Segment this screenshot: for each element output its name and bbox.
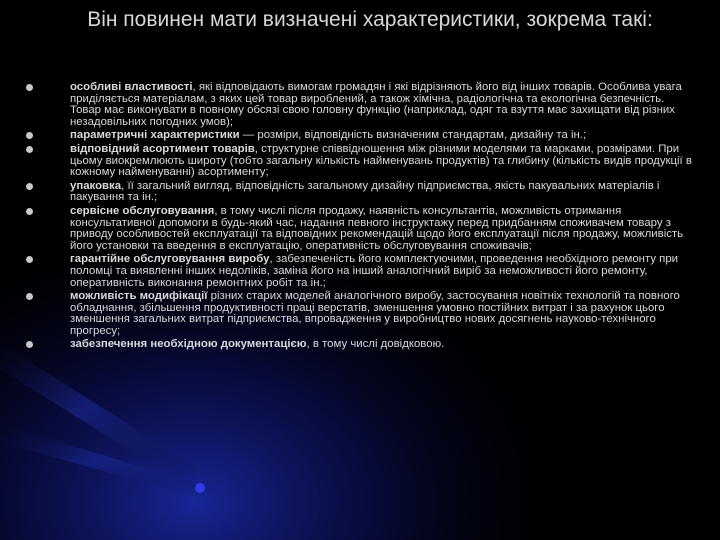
slide-title: Він повинен мати визначені характеристики, зокрема такі: [87,8,653,31]
list-item [26,130,692,142]
list-item [26,181,692,204]
item-term: сервісне обслуговування [70,204,215,217]
item-text: , її загальний вигляд, відповідність загальному дизайну підприємства, якість пакувальних матеріалів і пакування та ін.; [70,179,660,204]
item-term: можливість модифікації [70,290,208,303]
list-item [26,254,692,289]
item-term: відповідний асортимент товарів [70,142,255,155]
list-item [26,144,692,179]
item-term: забезпечення необхідною документацією [70,338,307,351]
item-term: особливі властивості [70,81,193,93]
bullet-icon [26,341,33,348]
item-term: параметричні характеристики [70,129,240,142]
item-text: , в тому числі після продажу, наявність консультантів, можливість отримання консультативної допомоги в будь-який час, надання певного інструктажу перед придбанням споживачем товару з приводу особливостей експлуатації та відповідних рекомендацій щодо його експлуатації після продажу, можливість його установки та введення в експлуатацію, оперативність обслуговування споживачів; [70,204,684,252]
item-text: , в тому числі довідковою. [306,338,445,351]
bullet-icon [26,132,33,139]
bullet-icon [26,84,33,91]
item-term: упаковка [70,179,122,192]
list-item [26,291,692,337]
bullet-icon [26,146,33,153]
item-text: , забезпеченість його комплектуючими, проведення необхідного ремонту при поломці та виявленні інших недоліків, заміна його на інший аналогічний виріб за неможливості його ремонту, оперативність виконання ремонтних робіт та ін.; [70,253,679,289]
item-text: , які відповідають вимогам громадян і які відрізняють його від інших товарів. Особлива увага приділяється матеріалам, з яких цей товар вироблений, а також хімічна, радіологічна та екологічна безпечність. Товар має виконувати в повному обсязі свою головну функцію (наприклад, одяг та взуття має захищати від різних незадовільних погодних умов); [70,81,682,128]
list-item [26,206,692,252]
characteristics-list [26,82,692,353]
item-text: , структурне співвідношення між різними моделями та марками, розмірами. При цьому виокремлюють широту (тобто загальну кількість найменувань продуктів) та глибину (кількість видів продукції в кожному найменуванні) асортименту; [70,142,692,179]
item-text: — розміри, відповідність визначеним стандартам, дизайну та ін.; [239,129,587,142]
bullet-icon [26,293,33,300]
bullet-icon [26,256,33,263]
item-term: гарантійне обслуговування виробу [70,253,270,266]
bullet-icon [26,183,33,190]
list-item [26,339,692,351]
bullet-icon [26,208,33,215]
list-item [26,82,692,128]
item-text: різних старих моделей аналогічного виробу, застосування новітніх технологій та повного обладнання, збільшення продуктивності праці верстатів, зменшення умовно постійних витрат і за рахунок цього зменшення загальних витрат підприємства, впровадження у виробництво нових досягнень науково-технічного прогресу; [70,290,680,337]
